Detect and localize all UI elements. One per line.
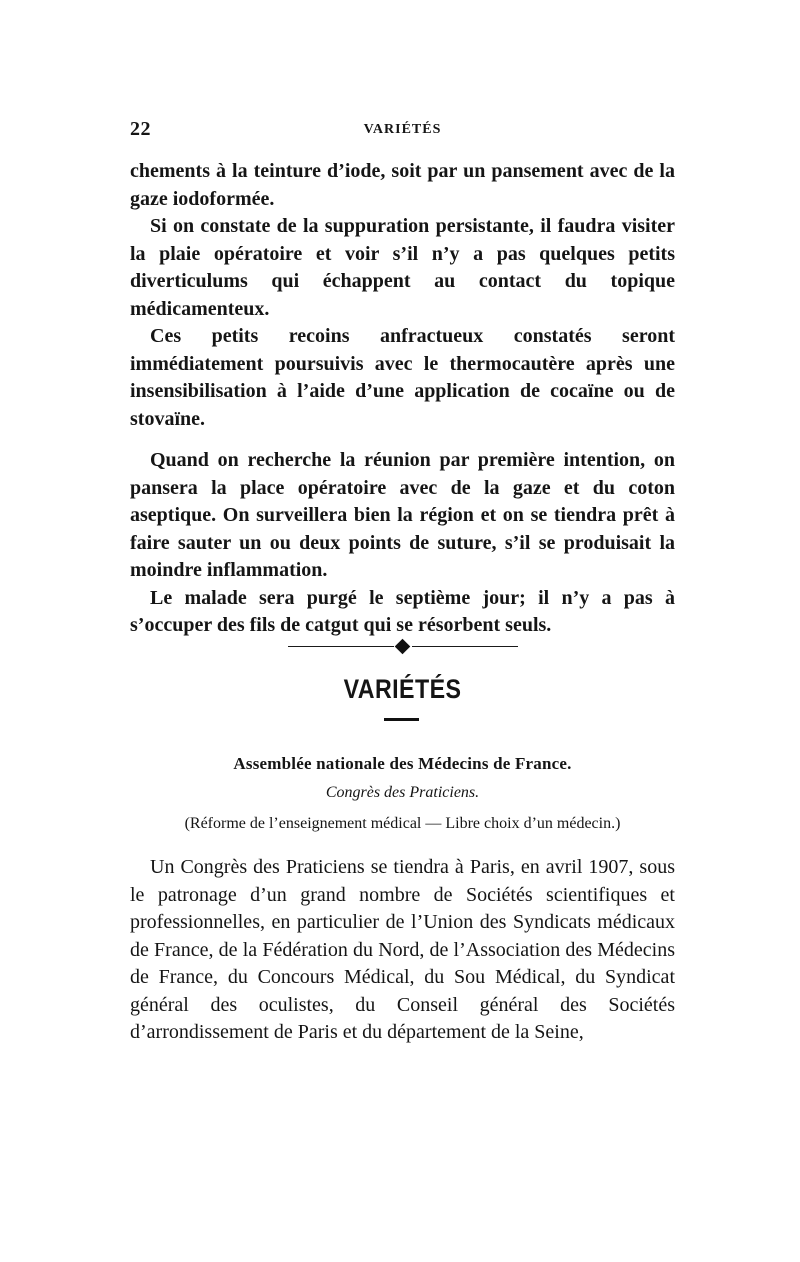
diamond-icon (395, 639, 411, 655)
paragraph-2: Si on constate de la suppuration persistante, il faudra visiter la plaie opératoire et voir s’il n’y a pas quelques petits diverticulums qui échappent au contact du topique médicamenteux. (130, 215, 675, 320)
assembly-title: Assemblée nationale des Médecins de France. (233, 754, 572, 773)
congress-subtitle: Congrès des Praticiens. (325, 784, 480, 801)
ornament-right-line (412, 646, 518, 647)
paragraph-1: chements à la teinture d’iode, soit par un pansement avec de la gaze iodoformée. (130, 160, 675, 210)
paragraph-3: Ces petits recoins anfractueux constatés seront immédiatement poursuivis avec le thermocautère après une insensibilisation à l’aide d’une application de cocaïne ou de stovaïne. (130, 325, 675, 430)
ornament-left-line (288, 646, 394, 647)
paragraph-5: Le malade sera purgé le septième jour; il n’y a pas à s’occuper des fils de catgut qui se résorbent seuls. (130, 586, 675, 636)
announcement-paragraph (130, 854, 675, 1047)
medical-text-block (130, 158, 675, 640)
section-ornament (288, 640, 518, 652)
title-rule (384, 718, 419, 721)
announcement-text: Un Congrès des Praticiens se tiendra à Paris, en avril 1907, sous le patronage d’un grand nombre de Sociétés scientifiques et professionnelles, en particulier de l’Union des Syndicats médicaux de France, de la Fédération du Nord, de l’Association des Médecins de France, du Concours Médical, du Sou Médical, du Syndicat général des oculistes, du Conseil général des Sociétés d’arrondissement de Paris et du département de la Seine, (130, 856, 675, 1043)
page-number: 22 (130, 118, 151, 140)
section-title: VARIÉTÉS (343, 674, 462, 704)
running-head: VARIÉTÉS (363, 122, 442, 137)
page-header (130, 118, 675, 142)
reform-note: (Réforme de l’enseignement médical — Libre choix d’un médecin.) (184, 815, 621, 832)
paragraph-4: Quand on recherche la réunion par première intention, on pansera la place opératoire avec de la gaze et du coton aseptique. On surveillera bien la région et on se tiendra prêt à faire sauter un ou deux points de suture, s’il se produisait la moindre inflammation. (130, 449, 675, 581)
